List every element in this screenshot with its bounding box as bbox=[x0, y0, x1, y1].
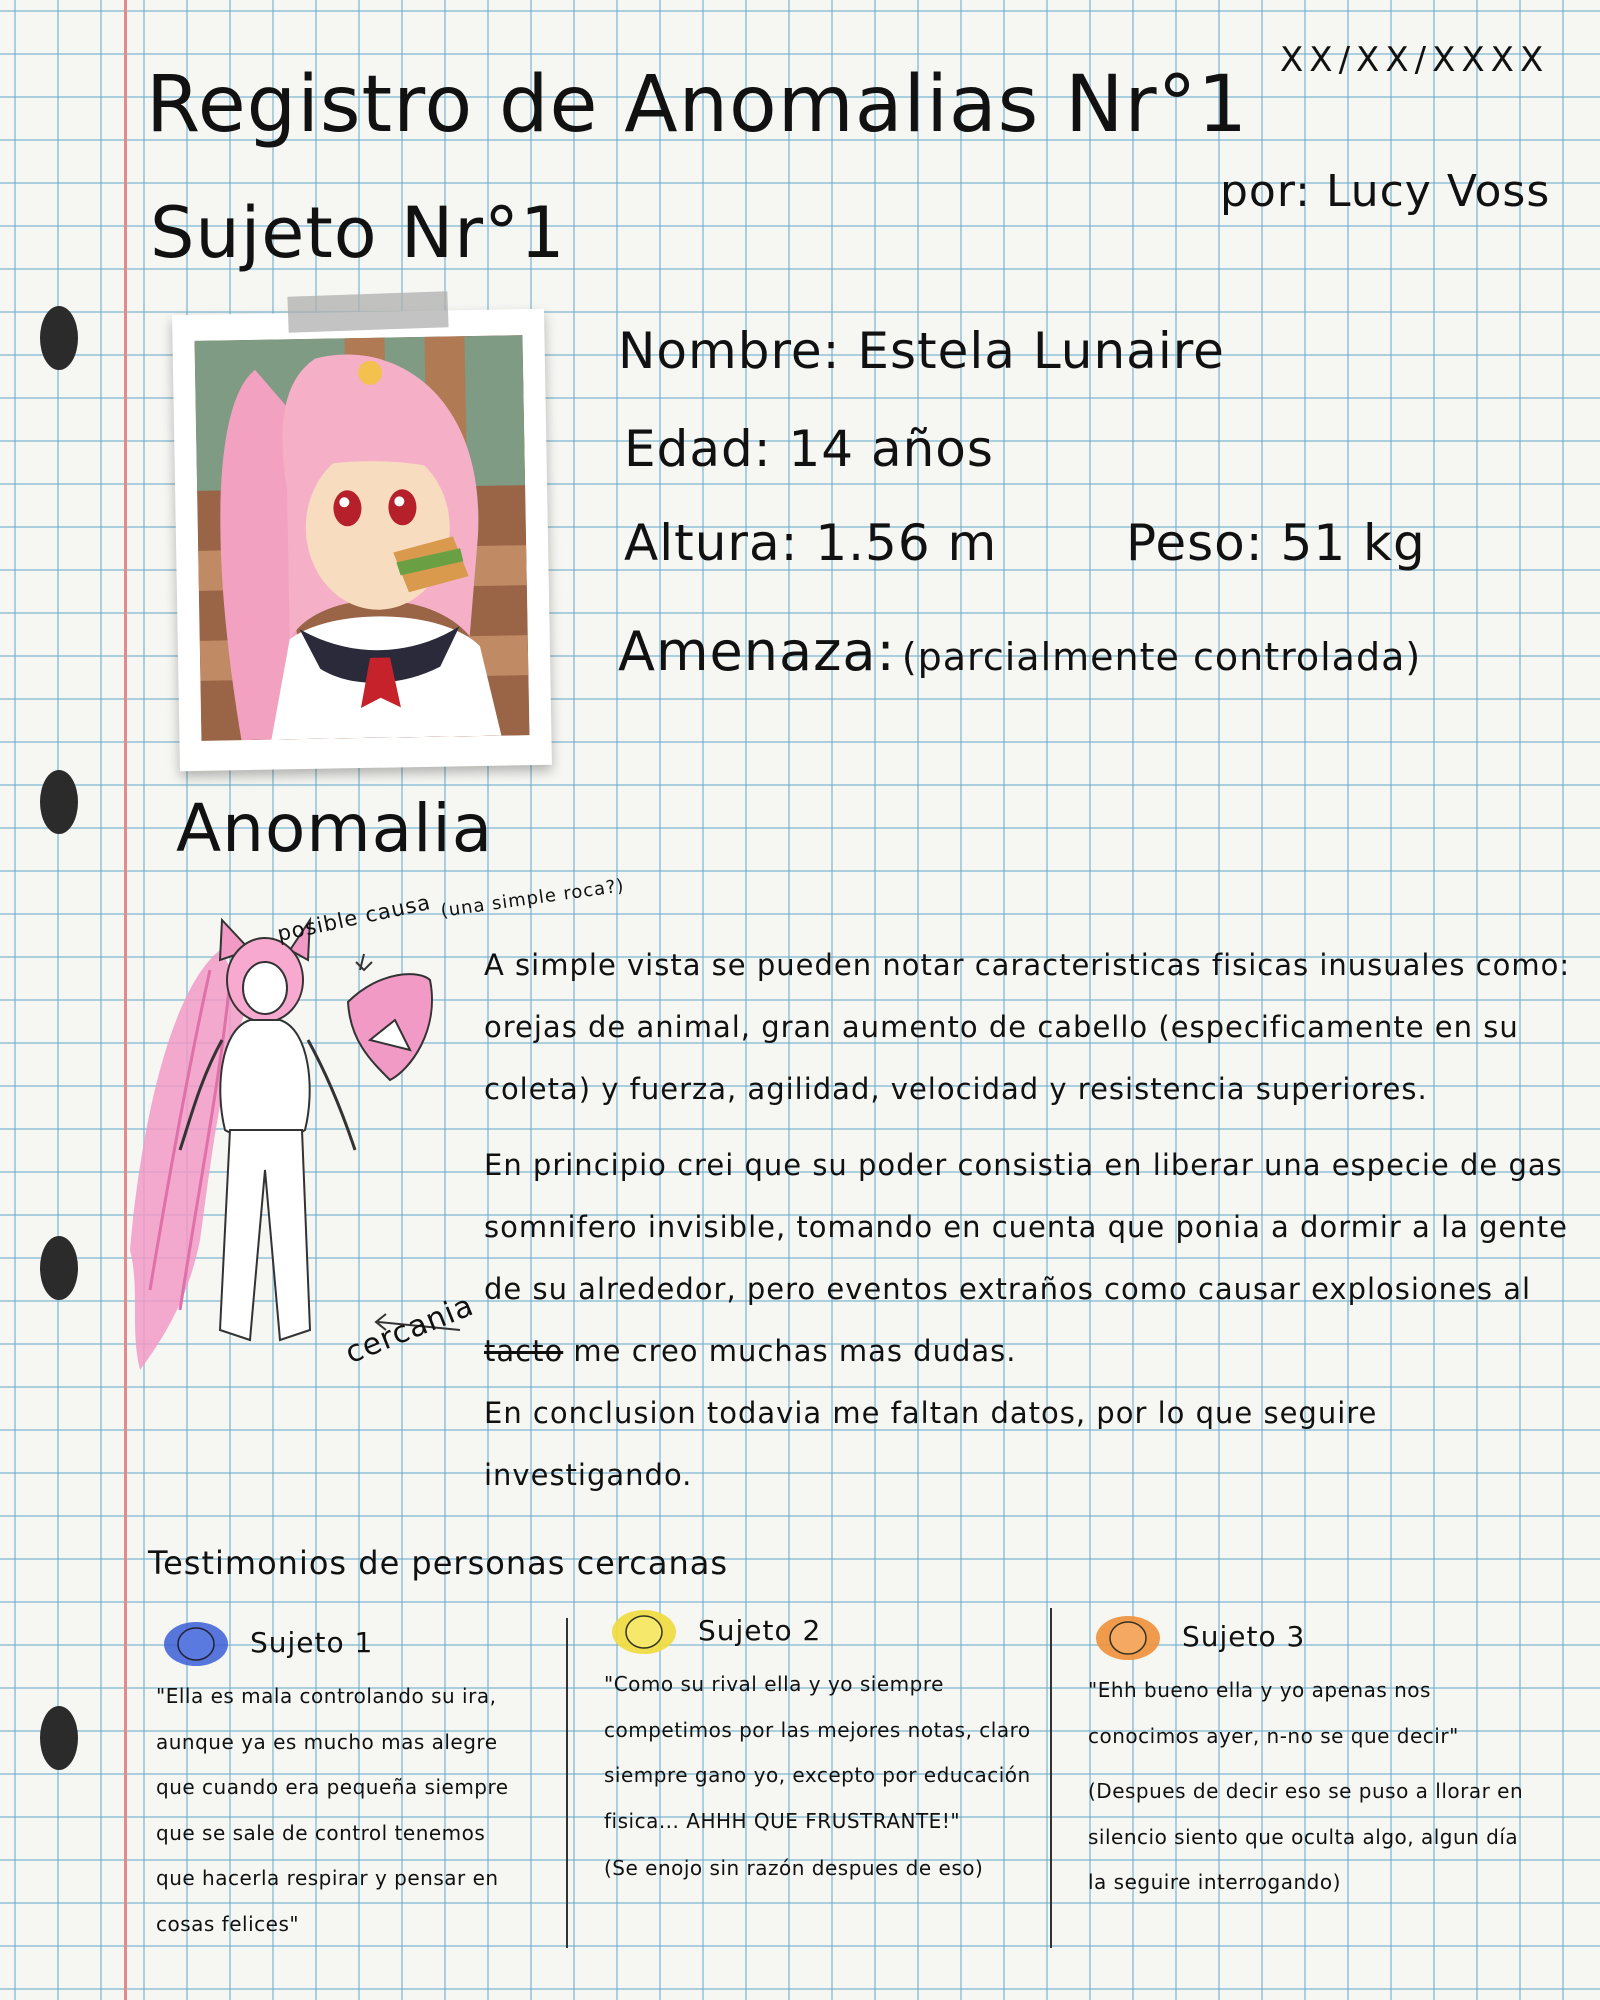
anomaly-paragraph-3: En conclusion todavia me faltan datos, por lo que seguire investigando. bbox=[484, 1396, 1378, 1492]
anomaly-description bbox=[484, 934, 1584, 1506]
anomaly-section-title: Anomalia bbox=[176, 790, 494, 867]
annotation-rock: (una simple roca?) bbox=[439, 875, 626, 922]
threat-field bbox=[618, 620, 1421, 683]
page-title: Registro de Anomalias Nr°1 bbox=[146, 60, 1249, 150]
testimony-card bbox=[604, 1602, 1031, 1892]
tape-strip bbox=[287, 291, 448, 333]
testimony-subject-label: Sujeto 3 bbox=[1182, 1619, 1306, 1653]
binder-hole bbox=[40, 770, 78, 834]
anomaly-paragraph-2-start: En principio crei que su poder consistia en liberar una especie de gas somnifero invisible, tomando en cuenta que ponia a dormir a la gente de su alrededor, pero eventos extraños como causar explosiones al bbox=[484, 1148, 1568, 1306]
annotation-possible-cause: posible causa bbox=[275, 890, 434, 946]
annotation-proximity: cercania bbox=[340, 1287, 479, 1372]
weight-field: Peso: 51 kg bbox=[1126, 514, 1426, 572]
threat-value: (parcialmente controlada) bbox=[901, 635, 1422, 679]
person-head-icon bbox=[604, 1602, 684, 1658]
author-line: por: Lucy Voss bbox=[1220, 166, 1551, 217]
testimonies-title: Testimonios de personas cercanas bbox=[148, 1544, 729, 1582]
date-field: XX/XX/XXXX bbox=[1280, 40, 1550, 80]
anomaly-paragraph-2 bbox=[484, 1134, 1584, 1382]
age-field: Edad: 14 años bbox=[624, 420, 994, 478]
column-divider bbox=[566, 1618, 568, 1948]
testimony-quote: "Ehh bueno ella y yo apenas nos conocimos ayer, n-no se que decir" bbox=[1088, 1678, 1459, 1748]
testimony-note: (Despues de decir eso se puso a llorar en silencio siento que oculta algo, algun día la seguire interrogando) bbox=[1088, 1779, 1524, 1894]
testimony-quote: "Ella es mala controlando su ira, aunque ya es mucho mas alegre que cuando era pequeña siempre que se sale de control tenemos que hacerla respirar y pensar en cosas felices" bbox=[156, 1684, 509, 1936]
person-head-icon bbox=[156, 1614, 236, 1670]
subject-photo bbox=[172, 309, 552, 771]
testimony-subject-label: Sujeto 2 bbox=[698, 1613, 822, 1647]
testimony-header bbox=[604, 1602, 984, 1658]
subject-portrait-image bbox=[194, 335, 529, 741]
testimony-card bbox=[156, 1614, 536, 1947]
testimony-note: (Se enojo sin razón despues de eso) bbox=[604, 1856, 984, 1880]
binder-hole bbox=[40, 1236, 78, 1300]
testimony-header bbox=[156, 1614, 536, 1670]
column-divider bbox=[1050, 1608, 1052, 1948]
testimony-subject-label: Sujeto 1 bbox=[250, 1625, 374, 1659]
crossed-out-word: tacto bbox=[484, 1334, 564, 1368]
testimony-header bbox=[1088, 1608, 1468, 1664]
height-field: Altura: 1.56 m bbox=[624, 514, 998, 572]
anomaly-paragraph-2-end: me creo muchas mas dudas. bbox=[563, 1334, 1017, 1368]
person-head-icon bbox=[1088, 1608, 1168, 1664]
threat-label: Amenaza: bbox=[618, 620, 896, 683]
anomaly-paragraph-1: A simple vista se pueden notar caracteristicas fisicas inusuales como: orejas de animal, gran aumento de cabello (especificamente en su coleta) y fuerza, agilidad, velocidad y resistencia superiores. bbox=[484, 948, 1571, 1106]
portrait-illustration bbox=[194, 335, 529, 741]
testimony-quote: "Como su rival ella y yo siempre competimos por las mejores notas, claro siempre gano yo, excepto por educación fisica... AHHH QUE FRUSTRANTE!" bbox=[604, 1672, 1031, 1833]
testimony-card bbox=[1088, 1608, 1524, 1906]
subject-title: Sujeto Nr°1 bbox=[150, 192, 566, 274]
binder-hole bbox=[40, 1706, 78, 1770]
name-field: Nombre: Estela Lunaire bbox=[618, 322, 1225, 380]
binder-hole bbox=[40, 306, 78, 370]
